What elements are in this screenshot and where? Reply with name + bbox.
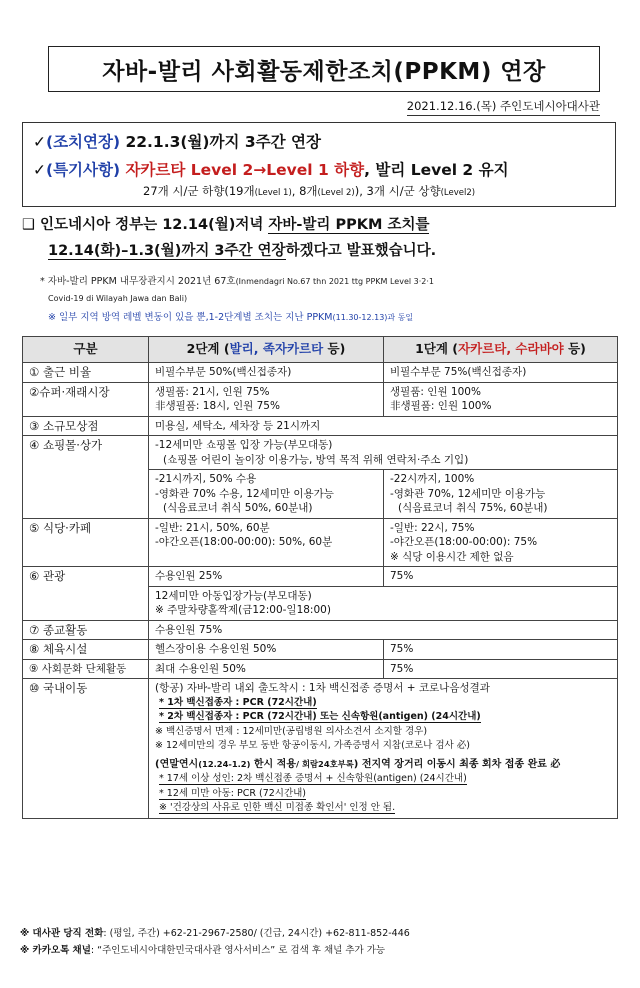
- header-level-1: [384, 337, 618, 363]
- contact-label: ※ 대사관 당직 전화: [20, 928, 104, 939]
- level-1-cell: [384, 382, 618, 416]
- table-row: [23, 567, 618, 587]
- shared-cell: [149, 586, 618, 620]
- cell-line: -야간오픈(18:00-00:00): 75%: [390, 536, 538, 548]
- cell-line: 非생필품: 18시, 인원 75%: [155, 400, 280, 412]
- announce-underlined: 12.14(화)–1.3(월)까지 3주간 연장: [48, 243, 286, 259]
- region-count-note: [143, 183, 475, 199]
- contact-label: ※ 카카오톡 채널: [20, 945, 91, 956]
- special-label: (특기사항): [46, 161, 121, 179]
- level-2-cell: 비필수부문 50%(백신접종자): [149, 363, 384, 383]
- level-2-cell: 최대 수용인원 50%: [149, 659, 384, 679]
- row-category: ⑧ 체육시설: [23, 640, 149, 660]
- kakao-channel: [20, 942, 410, 959]
- cell-line: -일반: 22시, 75%: [390, 521, 475, 534]
- check-icon: ✓: [33, 133, 46, 151]
- row-category: ⑨ 사회문화 단체활동: [23, 659, 149, 679]
- title-box: [48, 46, 600, 92]
- level-1-cell: 75%: [384, 640, 618, 660]
- table-header-row: [23, 337, 618, 363]
- cell-line: -야간오픈(18:00-00:00): 50%, 60분: [155, 536, 333, 548]
- cell-line: (식음료코너 취식 50%, 60분내): [163, 502, 313, 514]
- extension-text: 22.1.3(월)까지 3주간 연장: [120, 133, 321, 151]
- rule-text: (연말연시: [155, 758, 199, 770]
- cell-line: -일반: 21시, 50%, 60분: [155, 521, 270, 534]
- shared-cell: 수용인원 75%: [149, 620, 618, 640]
- cell-line: -12세미만 쇼핑몰 입장 가능(부모대동): [155, 439, 333, 451]
- header-level-2: [149, 337, 384, 363]
- rule-text: ) 전지역 장거리 이동시 최종 회차 접종 완료 必: [353, 758, 561, 770]
- cell-line: (식음료코너 취식 75%, 60분내): [398, 502, 548, 514]
- cell-line: * 1차 백신접종자 : PCR (72시간내): [159, 696, 317, 708]
- contact-text: : “주인도네시아대한민국대사관 영사서비스” 로 검색 후 채널 추가 가능: [90, 945, 386, 956]
- cell-line: * 2차 백신접종자 : PCR (72시간내) 또는 신속항원(antigen) (24시간내): [159, 711, 481, 722]
- note-part: , 8개: [291, 184, 318, 198]
- contact-text: : (평일, 주간) +62-21-2967-2580/ (긴급, 24시간) +62-811-852-446: [103, 928, 410, 939]
- cell-line: -영화관 70% 수용, 12세미만 이용가능: [155, 487, 334, 500]
- level-2-cell: 헬스장이용 수용인원 50%: [149, 640, 384, 660]
- footnote-small: (Inmendagri No.67 thn 2021 ttg PPKM Level 3·2·1: [235, 277, 434, 286]
- table-row: [23, 640, 618, 660]
- cell-line: 非생필품: 인원 100%: [390, 400, 492, 412]
- shared-cell: 미용실, 세탁소, 세차장 등 21시까지: [149, 416, 618, 436]
- level-2-cell: [149, 518, 384, 567]
- cell-line: * 17세 이상 성인: 2차 백신접종 증명서 + 신속항원(antigen) (24시간내): [159, 773, 467, 784]
- note-small: (Level2): [440, 188, 476, 198]
- row-category: ① 출근 비율: [23, 363, 149, 383]
- footnote-text: * 자바-발리 PPKM 내무장관지시 2021년 67호: [40, 276, 236, 287]
- level-1-cell: [384, 518, 618, 567]
- header-text: 2단계 (: [186, 341, 230, 357]
- date-issuer: 2021.12.16.(목) 주인도네시아대사관: [407, 98, 600, 116]
- announce-underlined: 자바-발리 PPKM 조치를: [268, 217, 430, 233]
- cell-line: ※ 백신증명서 면제 : 12세미만(공립병원 의사소견서 소지할 경우): [155, 725, 428, 737]
- table-row: [23, 518, 618, 567]
- rule-small: / 회람24호부록: [296, 758, 354, 769]
- level-2-cell: [149, 470, 384, 519]
- cell-line: ※ 12세미만의 경우 부모 동반 항공이동시, 가족증명서 지참(코로나 검사 必): [155, 740, 470, 751]
- cell-line: * 12세 미만 아동: PCR (72시간내): [159, 787, 307, 799]
- square-bullet-icon: ❑: [22, 217, 35, 233]
- bali-level-text: , 발리 Level 2 유지: [364, 161, 509, 179]
- level-1-cell: 75%: [384, 567, 618, 587]
- note-small: (Level 2): [317, 188, 355, 198]
- note-small: (Level 1): [254, 188, 292, 198]
- announcement-line-2: [22, 238, 436, 264]
- announce-text: 하겠다고 발표했습니다.: [285, 243, 437, 259]
- cell-line: ※ '건강상의 사유로 인한 백신 미접종 확인서' 인정 안 됨.: [159, 802, 396, 813]
- summary-extension: [33, 130, 321, 152]
- summary-special: [33, 158, 509, 180]
- cell-line: (쇼핑몰 어린이 놀이장 이용가능, 방역 목적 위해 연락처·주소 기입): [163, 453, 469, 466]
- footnote-small: Covid-19 di Wilayah Jawa dan Bali): [48, 294, 188, 303]
- cell-line: ※ 주말차량홀짝제(금12:00-일18:00): [155, 604, 331, 616]
- cell-line: -21시까지, 50% 수용: [155, 473, 257, 485]
- cell-line: -22시까지, 100%: [390, 473, 475, 485]
- row-category: ⑦ 종교활동: [23, 620, 149, 640]
- cell-line: ※ 식당 이용시간 제한 없음: [390, 550, 514, 563]
- measures-table: [22, 336, 618, 819]
- level-2-cell: [149, 382, 384, 416]
- duty-phone: [20, 925, 410, 942]
- cell-line: 생필품: 인원 100%: [390, 385, 481, 398]
- rule-text: 한시 적용: [250, 758, 296, 770]
- announcement-line-1: [22, 212, 436, 238]
- domestic-travel-cell: [149, 679, 618, 819]
- cell-line: 생필품: 21시, 인원 75%: [155, 385, 270, 398]
- note-part: ), 3개 시/군 상향: [354, 184, 441, 198]
- row-category: ③ 소규모상점: [23, 416, 149, 436]
- document-title: 자바-발리 사회활동제한조치(PPKM) 연장: [102, 58, 546, 85]
- table-row: [23, 382, 618, 416]
- announce-text: 인도네시아 정부는 12.14(월)저녁: [35, 217, 269, 233]
- cell-line: (항공) 자바-발리 내외 출도착시 : 1차 백신접종 증명서 + 코로나음성결과: [155, 682, 490, 694]
- cell-line: 12세미만 아동입장가능(부모대동): [155, 589, 312, 602]
- header-category: 구분: [23, 337, 149, 363]
- jakarta-level-change: 자카르타 Level 2→Level 1 하향: [120, 161, 365, 179]
- header-text: 등): [563, 341, 586, 357]
- level-1-cell: 비필수부문 75%(백신접종자): [384, 363, 618, 383]
- header-text: 등): [323, 341, 346, 357]
- check-icon: ✓: [33, 161, 46, 179]
- extension-label: (조치연장): [46, 133, 121, 151]
- table-row: [23, 620, 618, 640]
- row-category: ④ 쇼핑몰·상가: [23, 436, 149, 519]
- level-1-cell: [384, 470, 618, 519]
- table-row: [23, 436, 618, 470]
- header-regions: 자카르타, 수라바야: [458, 341, 564, 357]
- decree-footnote: [40, 273, 434, 307]
- announcement: [22, 212, 436, 264]
- header-regions: 발리, 족자카르타: [229, 341, 324, 357]
- level-note: [48, 309, 413, 323]
- rule-small: (12.24-1.2): [198, 758, 251, 769]
- table-row: [23, 363, 618, 383]
- year-end-rule: [155, 757, 611, 773]
- row-category: ②슈퍼·재래시장: [23, 382, 149, 416]
- summary-box: [22, 122, 616, 207]
- level-note-small: (11.30-12.13)과 동일: [332, 313, 414, 322]
- cell-line: -영화관 70%, 12세미만 이용가능: [390, 487, 546, 500]
- level-1-cell: 75%: [384, 659, 618, 679]
- row-category: ⑩ 국내이동: [23, 679, 149, 819]
- table-row: [23, 416, 618, 436]
- table-row: [23, 679, 618, 819]
- row-category: ⑤ 식당·카페: [23, 518, 149, 567]
- header-text: 1단계 (: [415, 341, 459, 357]
- note-part: 27개 시/군 하향(19개: [143, 184, 255, 198]
- row-category: ⑥ 관광: [23, 567, 149, 621]
- shared-cell: [149, 436, 618, 470]
- level-2-cell: 수용인원 25%: [149, 567, 384, 587]
- table-row: [23, 659, 618, 679]
- level-note-text: ※ 일부 지역 방역 레벨 변동이 있을 뿐,1-2단계별 조치는 지난 PPKM: [48, 312, 333, 323]
- contacts: [20, 925, 410, 959]
